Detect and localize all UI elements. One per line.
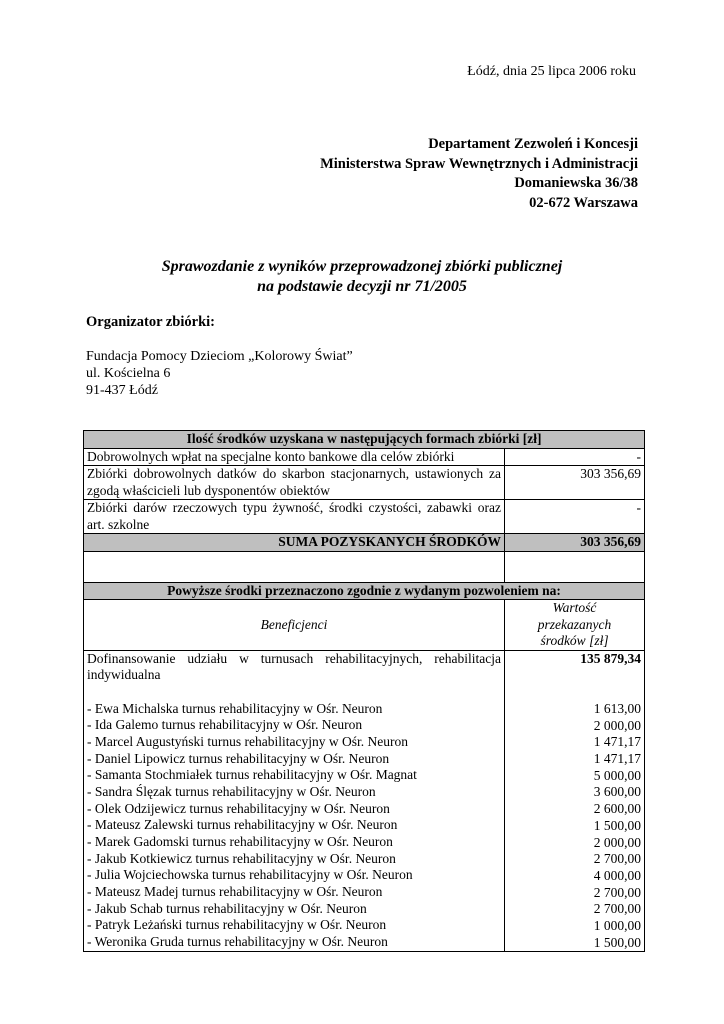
rehab-values-cell <box>505 650 645 952</box>
report-table <box>83 430 645 952</box>
beneficiary-name: - Marek Gadomski turnus rehabilitacyjny w Ośr. Neuron <box>87 834 393 849</box>
document-date: Łódź, dnia 25 lipca 2006 roku <box>467 64 636 79</box>
beneficiary-amount: 2 700,00 <box>593 884 642 900</box>
beneficiary-name: - Jakub Kotkiewicz turnus rehabilitacyjny w Ośr. Neuron <box>87 850 396 866</box>
organizer-line: ul. Kościelna 6 <box>86 366 171 381</box>
addressee-line: Domaniewska 36/38 <box>514 175 638 191</box>
beneficiary-amount: 1 500,00 <box>593 934 642 950</box>
income-label: Zbiórki darów rzeczowych typu żywność, środki czystości, zabawki oraz art. szkolne <box>84 500 505 534</box>
rehab-label: Dofinansowanie udziału w turnusach rehabilitacyjnych, rehabilitacja indywidualna <box>87 650 501 682</box>
sum-label: SUMA POZYSKANYCH ŚRODKÓW <box>84 534 505 552</box>
beneficiary-amount: 2 700,00 <box>593 901 642 917</box>
beneficiary-name: - Ewa Michalska turnus rehabilitacyjny w Ośr. Neuron <box>87 700 383 716</box>
beneficiary-amount: 1 613,00 <box>593 701 642 716</box>
beneficiary-amount: 2 700,00 <box>593 851 642 867</box>
organizer-line: 91-437 Łódź <box>86 383 158 398</box>
income-value: - <box>505 500 645 534</box>
organizer-line: Fundacja Pomocy Dzieciom „Kolorowy Świat” <box>86 349 353 364</box>
beneficiary-name: - Mateusz Zalewski turnus rehabilitacyjny w Ośr. Neuron <box>87 817 398 833</box>
beneficiary-amount: 5 000,00 <box>593 767 642 783</box>
title-line-2: na podstawie decyzji nr 71/2005 <box>257 278 467 295</box>
document-title <box>0 257 724 297</box>
organizer-label: Organizator zbiórki: <box>86 314 216 330</box>
beneficiary-name: - Jakub Schab turnus rehabilitacyjny w Ośr. Neuron <box>87 900 367 916</box>
table-row <box>84 448 645 466</box>
spacer <box>87 684 501 701</box>
beneficiary-amount: 1 500,00 <box>593 817 642 833</box>
beneficiary-amount: 2 600,00 <box>593 801 642 817</box>
income-value: - <box>505 448 645 466</box>
value-column-header <box>505 600 645 651</box>
value-header-line: przekazanych <box>537 616 612 632</box>
empty-row <box>84 551 645 582</box>
title-line-1: Sprawozdanie z wyników przeprowadzonej zbiórki publicznej <box>161 258 563 275</box>
amount-list <box>508 701 641 951</box>
beneficiary-name: - Daniel Lipowicz turnus rehabilitacyjny w Ośr. Neuron <box>87 750 390 766</box>
beneficiary-list <box>87 701 501 951</box>
income-label: Zbiórki dobrowolnych datków do skarbon stacjonarnych, ustawionych za zgodą właścicieli lub dysponentów obiektów <box>84 466 505 500</box>
addressee-block <box>320 135 638 213</box>
addressee-line: Ministerstwa Spraw Wewnętrznych i Administracji <box>320 155 638 172</box>
addressee-line: 02-672 Warszawa <box>529 194 638 211</box>
table-row <box>84 466 645 500</box>
empty-cell <box>84 551 505 582</box>
beneficiaries-column-header: Beneficjenci <box>84 600 505 651</box>
beneficiary-name: - Sandra Ślęzak turnus rehabilitacyjny w Ośr. Neuron <box>87 783 376 799</box>
beneficiary-name: - Weronika Gruda turnus rehabilitacyjny w Ośr. Neuron <box>87 934 388 950</box>
income-value: 303 356,69 <box>505 466 645 500</box>
beneficiary-amount: 1 471,17 <box>593 734 642 750</box>
beneficiary-name: - Marcel Augustyński turnus rehabilitacyjny w Ośr. Neuron <box>87 733 408 749</box>
sum-value: 303 356,69 <box>505 534 645 552</box>
beneficiary-amount: 1 000,00 <box>593 917 642 933</box>
sum-row <box>84 534 645 552</box>
beneficiary-amount: 3 600,00 <box>593 784 642 800</box>
spacer <box>508 684 641 701</box>
section2-header: Powyższe środki przeznaczono zgodnie z wydanym pozwoleniem na: <box>84 582 645 600</box>
beneficiary-amount: 1 471,17 <box>593 751 642 767</box>
value-header-line: środków [zł] <box>540 633 609 648</box>
beneficiary-name: - Patryk Leżański turnus rehabilitacyjny w Ośr. Neuron <box>87 917 387 933</box>
addressee-line: Departament Zezwoleń i Koncesji <box>428 136 638 152</box>
value-header-line: Wartość <box>552 600 597 615</box>
beneficiary-name: - Mateusz Madej turnus rehabilitacyjny w Ośr. Neuron <box>87 884 383 900</box>
beneficiary-amount: 2 000,00 <box>593 717 642 733</box>
spacer <box>508 667 641 684</box>
beneficiary-name: - Ida Galemo turnus rehabilitacyjny w Ośr. Neuron <box>87 717 363 733</box>
table-row <box>84 500 645 534</box>
rehab-total: 135 879,34 <box>580 650 642 666</box>
beneficiary-name: - Samanta Stochmiałek turnus rehabilitacyjny w Ośr. Magnat <box>87 767 417 783</box>
beneficiary-name: - Julia Wojciechowska turnus rehabilitacyjny w Ośr. Neuron <box>87 867 413 883</box>
beneficiary-amount: 4 000,00 <box>593 867 642 883</box>
empty-cell <box>505 551 645 582</box>
beneficiary-amount: 2 000,00 <box>593 834 642 850</box>
section1-header: Ilość środków uzyskana w następujących formach zbiórki [zł] <box>84 431 645 449</box>
income-label: Dobrowolnych wpłat na specjalne konto bankowe dla celów zbiórki <box>84 448 505 466</box>
column-header-row <box>84 600 645 651</box>
beneficiary-name: - Olek Odzijewicz turnus rehabilitacyjny w Ośr. Neuron <box>87 800 390 816</box>
rehab-row <box>84 650 645 952</box>
rehab-cell <box>84 650 505 952</box>
organizer-address <box>86 348 353 399</box>
